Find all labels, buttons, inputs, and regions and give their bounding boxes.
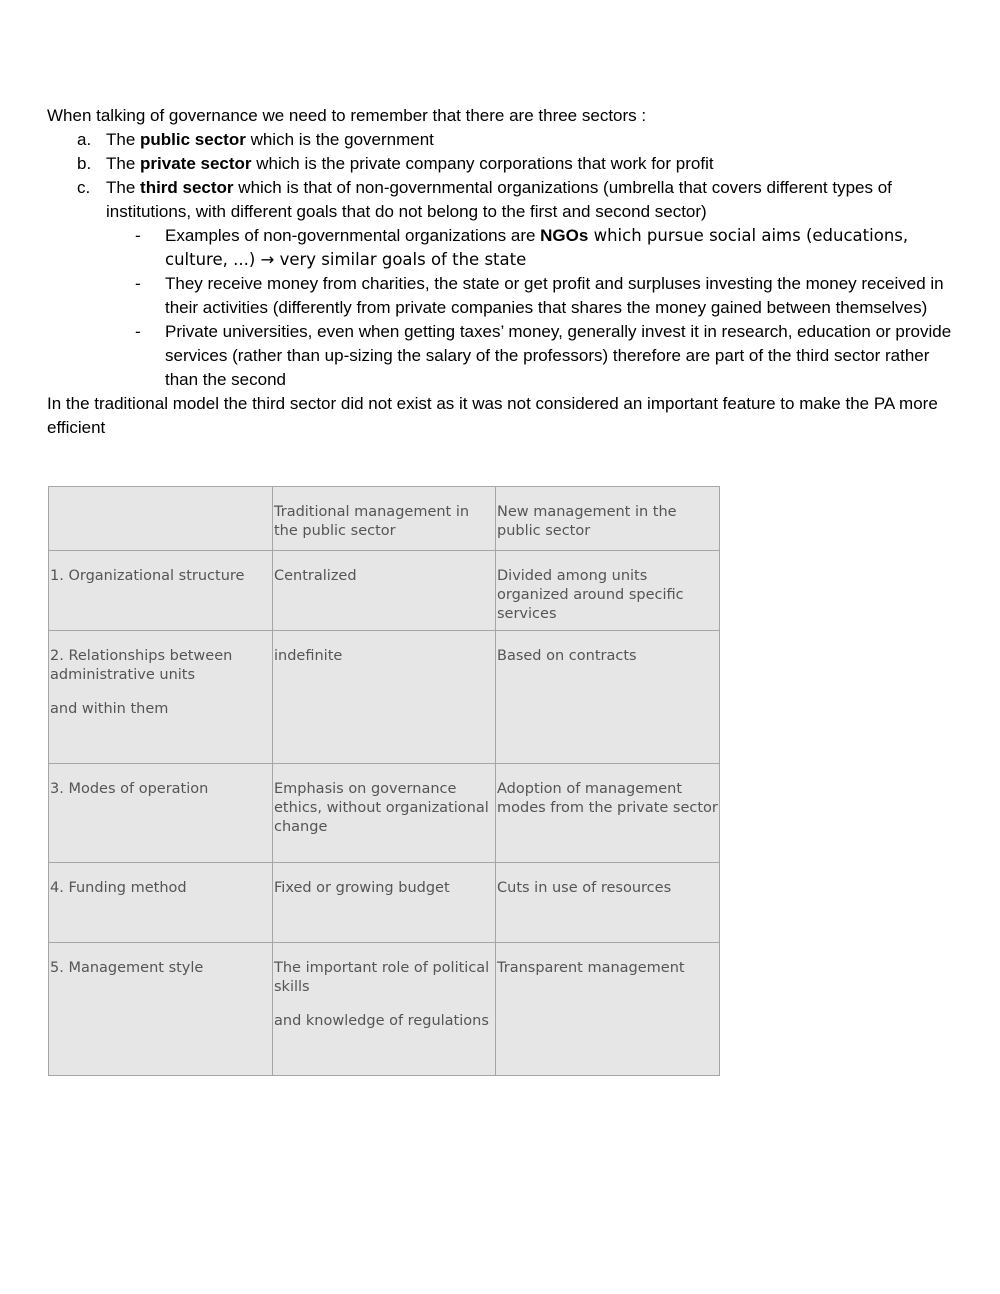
list-item-third-sector (47, 176, 952, 224)
traditional-cell (273, 943, 496, 1076)
row-label: 3. Modes of operation (50, 781, 209, 797)
row-label-cell (49, 863, 273, 943)
row-label: 5. Management style (50, 960, 204, 976)
term-third-sector: third sector (140, 178, 234, 197)
note-text: which pursue social aims (educations, culture, ...) → very similar goals of the state (165, 226, 909, 269)
new-cell: Cuts in use of resources (496, 863, 720, 943)
row-label-cell (49, 551, 273, 631)
table-header-row (49, 487, 720, 551)
new-cell: Based on contracts (496, 631, 720, 764)
list-marker: b. (77, 154, 92, 173)
sector-list (47, 128, 952, 392)
list-marker: c. (77, 178, 91, 197)
table-row (49, 631, 720, 764)
item-text: which is that of non-governmental organizations (umbrella that covers different types of institutions, with different goals that do not belong to the first and second sector) (106, 178, 892, 221)
note-universities (47, 320, 952, 392)
term-private-sector: private sector (140, 154, 252, 173)
row-label-cell (49, 764, 273, 863)
row-label: 4. Funding method (50, 880, 187, 896)
term-public-sector: public sector (140, 130, 246, 149)
traditional-cell: indefinite (273, 631, 496, 764)
table-row (49, 764, 720, 863)
item-text: The (106, 178, 141, 197)
dash-marker: - (135, 226, 141, 245)
comparison-table (48, 486, 720, 1076)
traditional-text: The important role of political skills (274, 960, 490, 995)
dash-marker: - (135, 274, 141, 293)
dash-marker: - (135, 322, 141, 341)
list-item-public-sector (47, 128, 952, 152)
list-item-private-sector (47, 152, 952, 176)
item-text: The (106, 130, 141, 149)
traditional-cell: Emphasis on governance ethics, without organizational change (273, 764, 496, 863)
note-money (47, 272, 952, 320)
item-text: which is the private company corporations that work for profit (251, 154, 714, 173)
intro-paragraph: When talking of governance we need to remember that there are three sectors : (47, 106, 647, 125)
term-ngos: NGOs (540, 226, 589, 245)
table-row (49, 551, 720, 631)
document-page (47, 104, 952, 440)
note-ngos (47, 224, 952, 272)
note-text: They receive money from charities, the state or get profit and surpluses investing the money received in their activities (differently from private companies that shares the money gained between themselves) (165, 274, 944, 317)
new-cell: Divided among units organized around specific services (496, 551, 720, 631)
row-label-cell (49, 943, 273, 1076)
note-text: Examples of non-governmental organizations are (165, 226, 541, 245)
header-cell (49, 487, 273, 551)
traditional-cell: Fixed or growing budget (273, 863, 496, 943)
third-sector-notes (47, 224, 952, 392)
new-cell: Transparent management (496, 943, 720, 1076)
item-text: The (106, 154, 141, 173)
table-row (49, 943, 720, 1076)
traditional-cell: Centralized (273, 551, 496, 631)
new-cell: Adoption of management modes from the private sector (496, 764, 720, 863)
row-label: 1. Organizational structure (50, 568, 245, 584)
traditional-text-continuation: and knowledge of regulations (274, 1013, 489, 1029)
row-label-cell (49, 631, 273, 764)
item-text: which is the government (245, 130, 434, 149)
conclusion-paragraph: In the traditional model the third sector did not exist as it was not considered an important feature to make the PA more efficient (47, 394, 938, 437)
header-cell-traditional: Traditional management in the public sector (273, 487, 496, 551)
row-label-continuation: and within them (50, 701, 169, 717)
table-row (49, 863, 720, 943)
header-cell-new: New management in the public sector (496, 487, 720, 551)
note-text: Private universities, even when getting taxes’ money, generally invest it in research, education or provide services (rather than up-sizing the salary of the professors) therefore are part of the third sector rather than the second (165, 322, 952, 389)
list-marker: a. (77, 130, 92, 149)
row-label: 2. Relationships between administrative units (50, 648, 233, 683)
